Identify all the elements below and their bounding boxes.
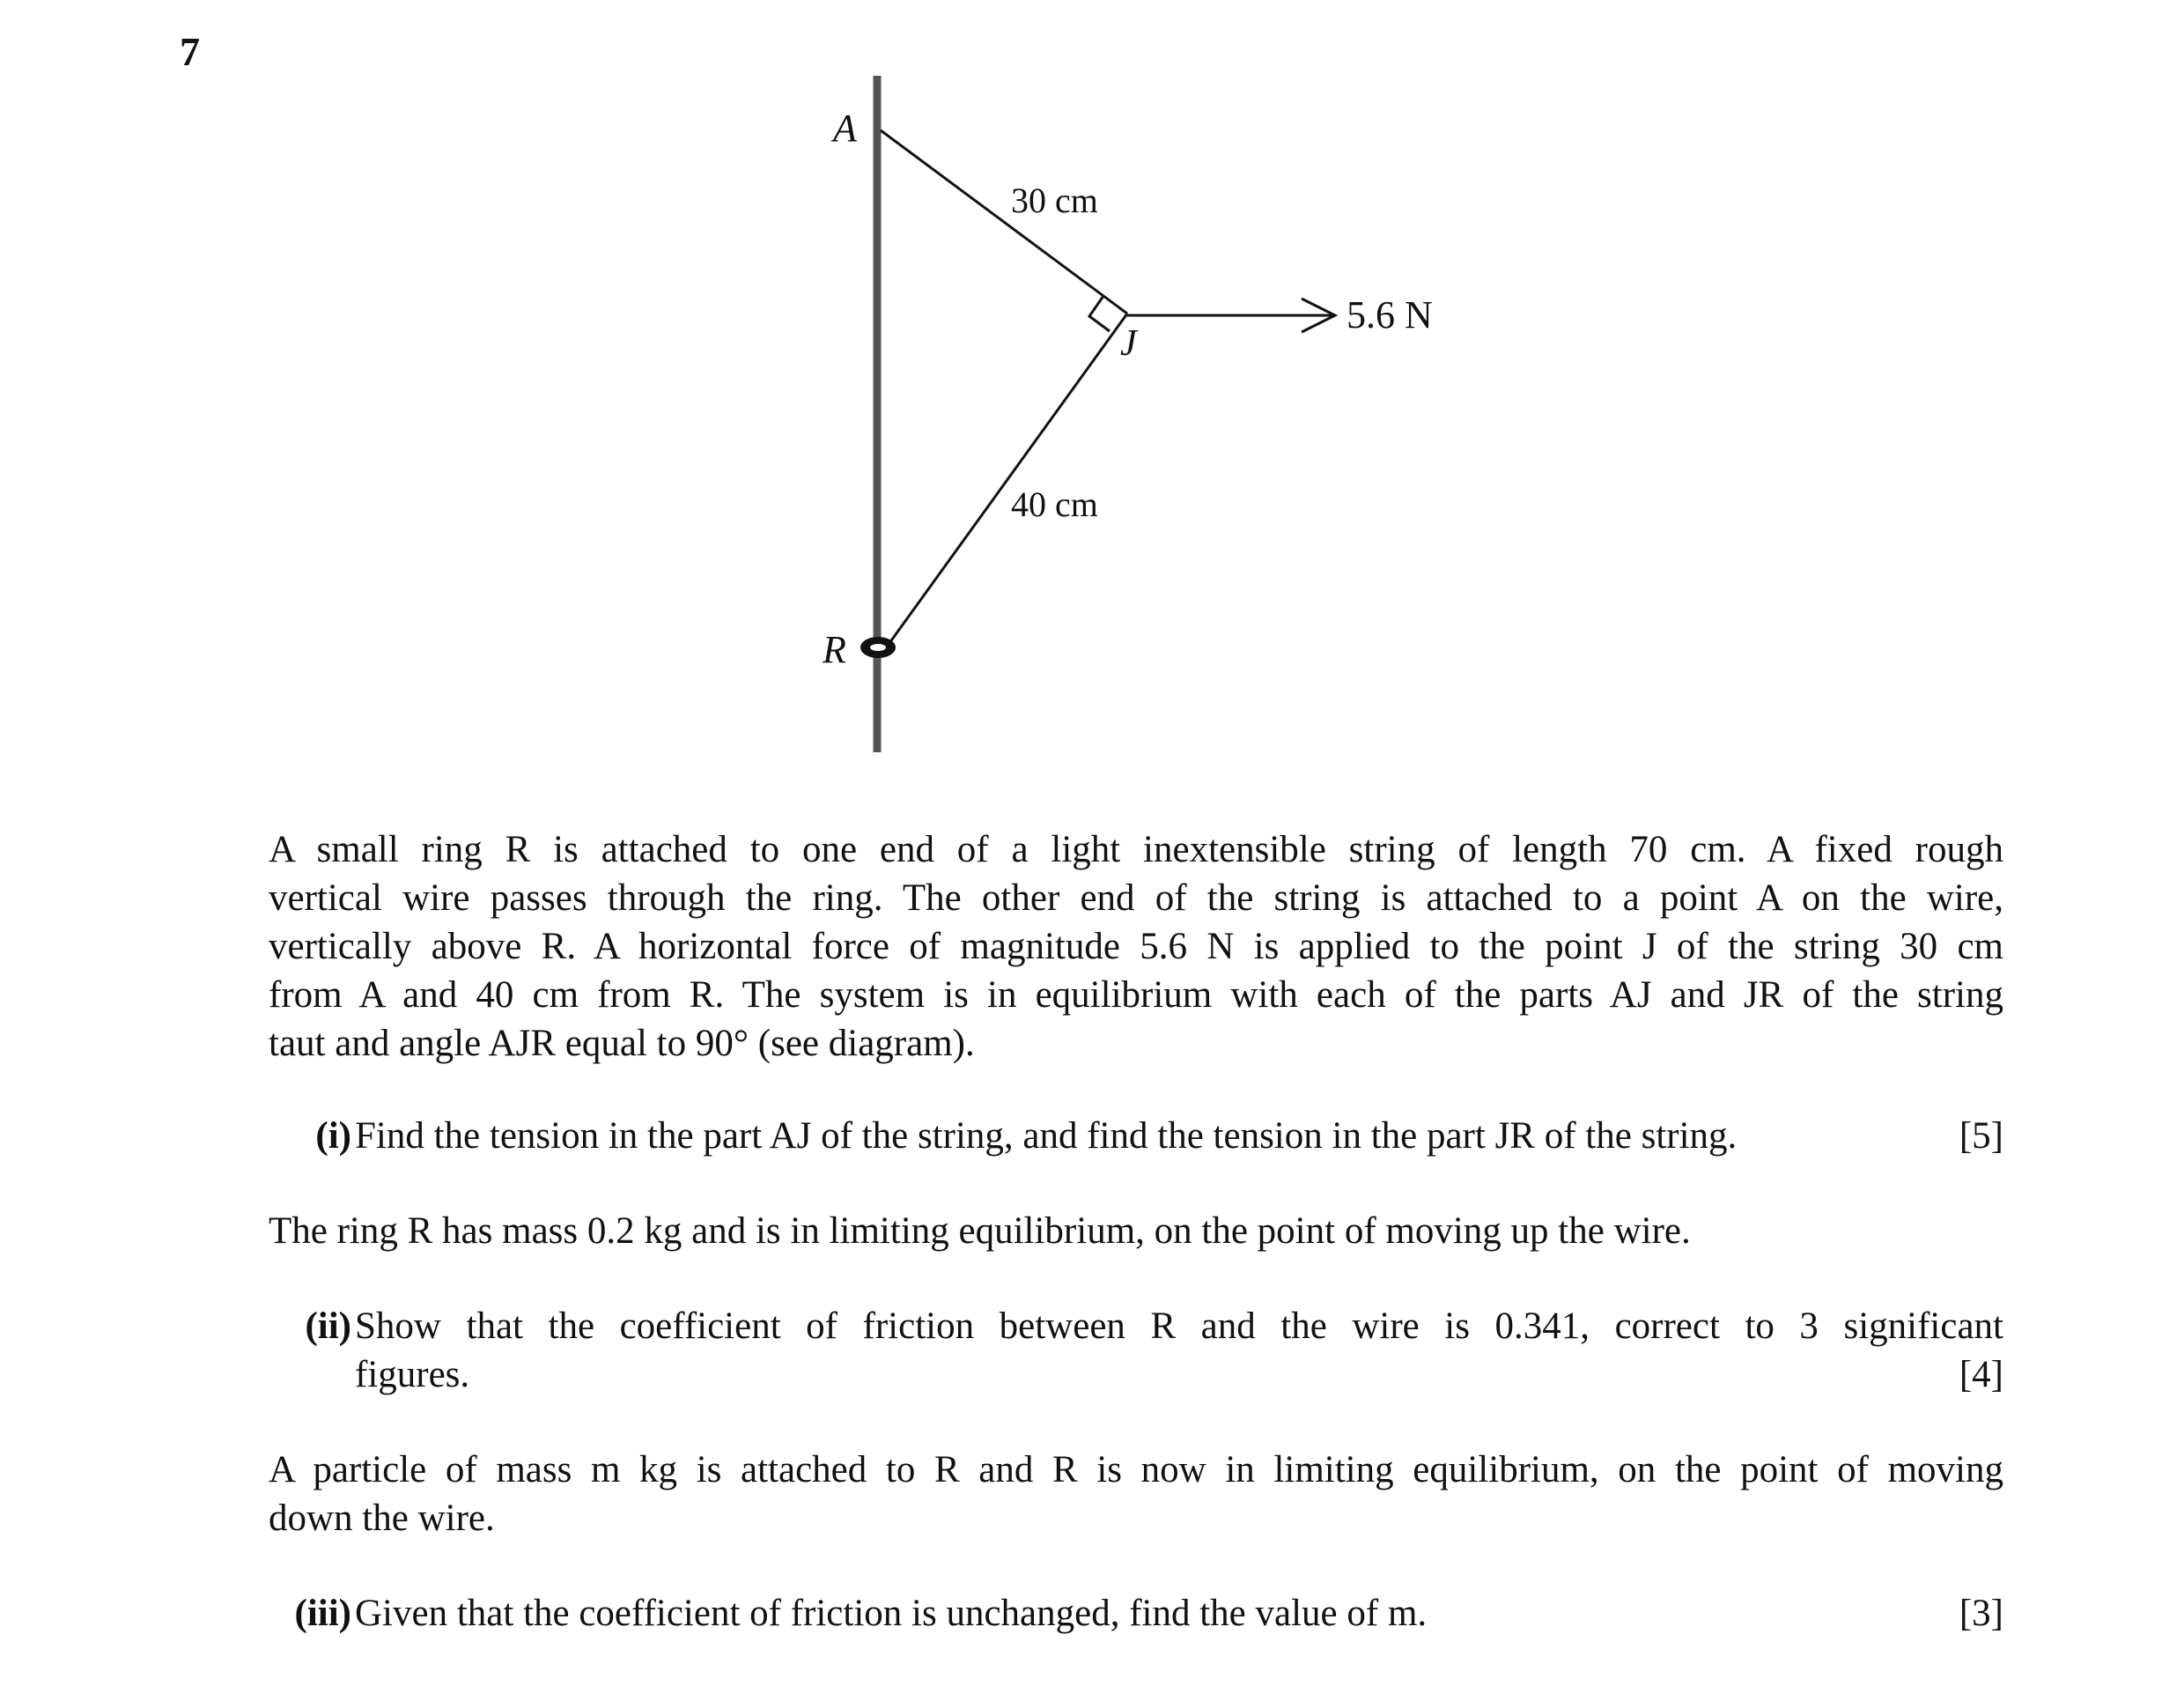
part-ii	[269, 1302, 2003, 1399]
intro-line-5: taut and angle AJR equal to 90° (see diagram).	[269, 1023, 975, 1064]
equilibrium-diagram	[0, 0, 2184, 775]
part-i-label: (i)	[315, 1115, 351, 1157]
part-i	[269, 1112, 2003, 1160]
label-J: J	[1120, 323, 1137, 364]
intro-line-2: vertical wire passes through the ring. The other end of the string is attached to a point A on the wire,	[269, 877, 2003, 919]
part-ii-line-1: Show that the coefficient of friction between R and the wire is 0.341, correct to 3 significant	[355, 1305, 2003, 1347]
part-ii-line-2: figures.	[355, 1354, 470, 1395]
part-i-marks: [5]	[1959, 1115, 2003, 1157]
string-JR	[889, 314, 1127, 643]
length-JR-label: 40 cm	[1011, 484, 1098, 524]
mid1-line: The ring R has mass 0.2 kg and is in limiting equilibrium, on the point of moving up the wire.	[269, 1210, 1691, 1252]
question-number: 7	[180, 29, 200, 74]
intro-paragraph	[269, 825, 2003, 1068]
intro-line-1: A small ring R is attached to one end of a light inextensible string of length 70 cm. A fixed rough	[269, 829, 2003, 870]
ring-R-hole	[870, 644, 886, 651]
intro-line-3: vertically above R. A horizontal force of magnitude 5.6 N is applied to the point J of the string 30 cm	[269, 926, 2003, 967]
length-AJ-label: 30 cm	[1011, 181, 1098, 220]
force-label: 5.6 N	[1347, 293, 1433, 337]
intro-line-4: from A and 40 cm from R. The system is in equilibrium with each of the parts AJ and JR of the string	[269, 974, 2003, 1016]
part-iii	[269, 1589, 2003, 1638]
part-iii-marks: [3]	[1959, 1593, 2003, 1634]
part-iii-label: (iii)	[294, 1593, 351, 1634]
string-AJ	[881, 130, 1127, 314]
label-A: A	[833, 107, 857, 150]
mid-paragraph-2	[269, 1446, 2003, 1542]
part-ii-body	[355, 1302, 2003, 1399]
label-R: R	[823, 628, 846, 671]
mid2-line-2: down the wire.	[269, 1498, 495, 1539]
part-ii-label: (ii)	[305, 1305, 351, 1347]
mid2-line-1: A particle of mass m kg is attached to R and R is now in limiting equilibrium, on the point of moving	[269, 1449, 2003, 1490]
part-ii-marks: [4]	[1959, 1354, 2003, 1395]
right-angle-marker	[1089, 296, 1110, 331]
part-i-text: Find the tension in the part AJ of the string, and find the tension in the part JR of the string.	[355, 1115, 1738, 1157]
mid-paragraph-1	[269, 1207, 2003, 1255]
part-iii-text: Given that the coefficient of friction is unchanged, find the value of m.	[355, 1593, 1428, 1634]
